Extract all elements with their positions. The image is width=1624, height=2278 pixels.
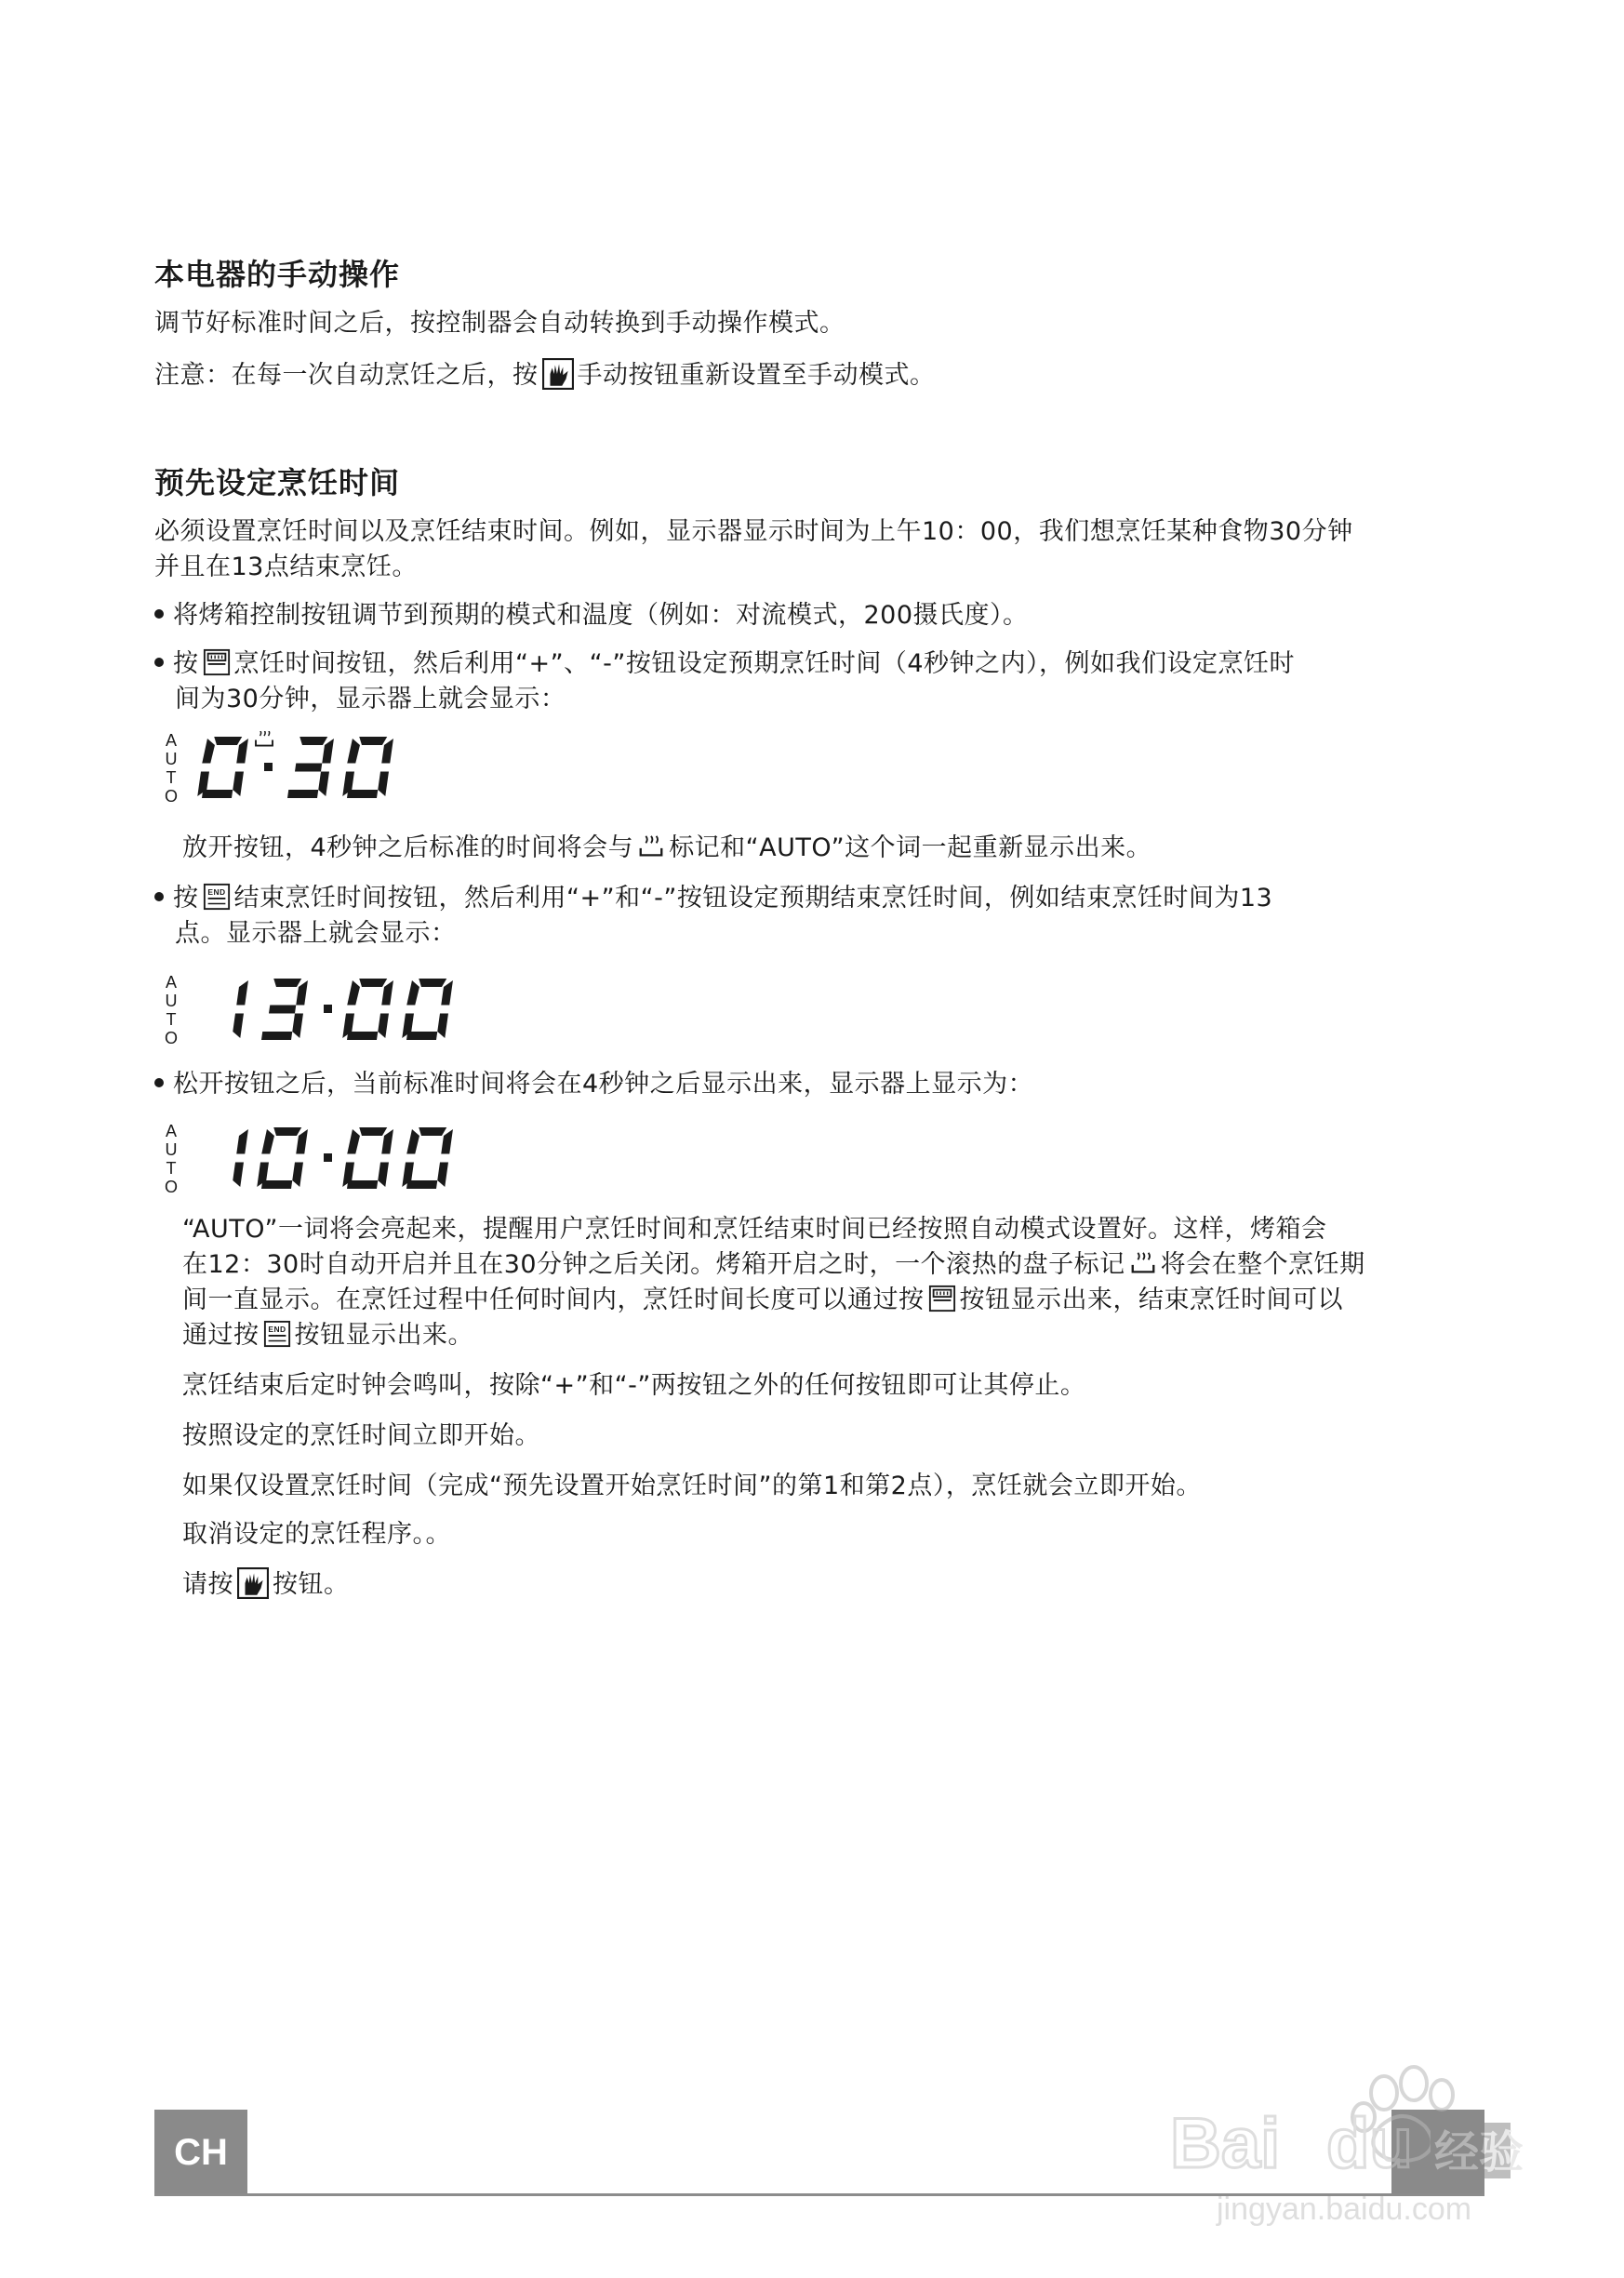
hot-plate-icon bbox=[1129, 1249, 1157, 1277]
lcd-digit bbox=[402, 1127, 453, 1189]
lcd-segment bbox=[359, 1127, 387, 1136]
auto-paragraph-line-2 bbox=[182, 1246, 1365, 1284]
lcd-segment bbox=[419, 1127, 446, 1136]
auto-paragraph-line-4 bbox=[182, 1317, 473, 1354]
lcd-segment bbox=[347, 980, 360, 1006]
lcd-digit bbox=[287, 737, 334, 798]
lcd-digit bbox=[197, 737, 248, 798]
bullet-3-line-2: 点。显示器上就会显示： bbox=[175, 919, 457, 948]
text-segment: 将会在整个烹饪期 bbox=[1160, 1250, 1365, 1279]
bullet-4 bbox=[154, 1066, 1033, 1103]
lcd-segment bbox=[233, 1163, 244, 1188]
lcd-digit bbox=[233, 980, 248, 1038]
lcd-segment bbox=[292, 1014, 303, 1039]
paragraph: 调节好标准时间之后，按控制器会自动转换到手动操作模式。 bbox=[154, 309, 845, 338]
lcd-digit bbox=[342, 1127, 393, 1189]
lcd-segment bbox=[347, 1180, 378, 1189]
start-paragraph: 按照设定的烹饪时间立即开始。 bbox=[182, 1421, 540, 1450]
bullet-icon bbox=[154, 892, 164, 901]
only-time-paragraph: 如果仅设置烹饪时间（完成“预先设置开始烹饪时间”的第1和第2点），烹饪就会立即开始。 bbox=[182, 1472, 1202, 1500]
end-icon bbox=[263, 1320, 291, 1348]
auto-letter: T bbox=[166, 1159, 177, 1178]
lcd-segment bbox=[273, 1127, 301, 1136]
lcd-segment bbox=[261, 1032, 292, 1040]
lcd-segment bbox=[419, 979, 446, 987]
lcd-segment bbox=[378, 1163, 389, 1188]
intro-line-1: 必须设置烹饪时间以及烹饪结束时间。例如，显示器显示时间为上午10：00，我们想烹饪某种食物30分钟 bbox=[154, 517, 1353, 546]
auto-letter: A bbox=[165, 731, 177, 750]
lcd-display-3 bbox=[160, 1122, 495, 1196]
lcd-segment bbox=[406, 1032, 437, 1040]
lcd-segment bbox=[287, 790, 318, 798]
lcd-segment bbox=[406, 1129, 419, 1154]
bullet-icon bbox=[154, 658, 164, 667]
lcd-segment bbox=[233, 772, 244, 797]
text-segment: 请按 bbox=[182, 1570, 233, 1599]
lcd-display-1 bbox=[160, 731, 476, 806]
lcd-segment bbox=[202, 790, 233, 798]
lcd-segment bbox=[437, 1163, 448, 1188]
lcd-digits bbox=[197, 1122, 495, 1196]
cook-time-icon bbox=[928, 1285, 956, 1312]
lcd-segment bbox=[295, 764, 322, 772]
lcd-segment bbox=[214, 737, 242, 745]
lcd-segment bbox=[292, 1163, 303, 1188]
auto-letter: O bbox=[164, 1178, 178, 1196]
after-release-text bbox=[182, 830, 1151, 867]
text-segment: 放开按钮，4秒钟之后标准的时间将会与 bbox=[182, 833, 634, 862]
lcd-segment bbox=[359, 979, 387, 987]
bullet-3 bbox=[154, 880, 1272, 917]
auto-indicator bbox=[160, 973, 182, 1047]
hot-plate-icon bbox=[256, 731, 273, 746]
language-tab: CH bbox=[154, 2110, 247, 2195]
lcd-digit bbox=[342, 979, 393, 1040]
lcd-segment bbox=[273, 979, 301, 987]
text-segment: 结束烹饪时间按钮，然后利用“+”和“-”按钮设定预期结束烹饪时间，例如结束烹饪时间为13 bbox=[233, 884, 1273, 913]
text-segment: 按钮。 bbox=[273, 1570, 350, 1599]
text-segment: 松开按钮之后，当前标准时间将会在4秒钟之后显示出来，显示器上显示为： bbox=[173, 1070, 1034, 1099]
lcd-segment bbox=[236, 980, 248, 1006]
lcd-segment bbox=[318, 772, 329, 797]
text-segment: 在12：30时自动开启并且在30分钟之后关闭。烤箱开启之时，一个滚热的盘子标记 bbox=[182, 1250, 1125, 1279]
section-heading-manual: 本电器的手动操作 bbox=[154, 257, 401, 292]
section-heading-preset: 预先设定烹饪时间 bbox=[154, 465, 401, 500]
lcd-digits bbox=[197, 973, 495, 1047]
lcd-digit bbox=[402, 979, 453, 1040]
text-segment: 通过按 bbox=[182, 1321, 260, 1350]
bullet-1 bbox=[154, 597, 1029, 634]
lcd-segment bbox=[347, 739, 360, 764]
svg-text:经验: 经验 bbox=[1434, 2126, 1524, 2178]
auto-letter: O bbox=[164, 787, 178, 806]
auto-letter: U bbox=[165, 992, 178, 1010]
lcd-segment bbox=[437, 1014, 448, 1039]
auto-letter: T bbox=[166, 768, 177, 787]
auto-letter: A bbox=[165, 973, 177, 992]
text-segment: 按钮显示出来。 bbox=[294, 1321, 473, 1350]
lcd-digit bbox=[233, 1129, 248, 1187]
end-icon bbox=[203, 883, 231, 911]
lcd-segment bbox=[359, 737, 387, 745]
lcd-segment bbox=[347, 790, 378, 798]
lcd-colon bbox=[324, 1005, 332, 1013]
bullet-icon bbox=[154, 609, 164, 619]
auto-letter: A bbox=[165, 1122, 177, 1140]
lcd-segment bbox=[378, 1014, 389, 1039]
press-paragraph bbox=[182, 1566, 350, 1604]
hand-icon bbox=[542, 358, 574, 390]
text-segment: 按 bbox=[173, 649, 199, 678]
baidu-watermark-logo bbox=[1161, 2037, 1551, 2232]
lcd-segment bbox=[406, 980, 419, 1006]
lcd-segment bbox=[236, 1129, 248, 1154]
auto-paragraph-line-1: “AUTO”一词将会亮起来，提醒用户烹饪时间和烹饪结束时间已经按照自动模式设置好。这样，烤箱会 bbox=[182, 1215, 1327, 1244]
auto-indicator bbox=[160, 731, 182, 806]
lcd-segment bbox=[347, 1032, 378, 1040]
lcd-segment bbox=[347, 1129, 360, 1154]
lcd-digits bbox=[197, 731, 476, 806]
lcd-segment bbox=[202, 739, 215, 764]
beep-paragraph: 烹饪结束后定时钟会鸣叫，按除“+”和“-”两按钮之外的任何按钮即可让其停止。 bbox=[182, 1371, 1086, 1400]
auto-paragraph-line-3 bbox=[182, 1282, 1343, 1319]
auto-indicator bbox=[160, 1122, 182, 1196]
text-segment: 间一直显示。在烹饪过程中任何时间内，烹饪时间长度可以通过按 bbox=[182, 1286, 925, 1314]
intro-line-2: 并且在13点结束烹饪。 bbox=[154, 553, 418, 581]
svg-text:Bai: Bai bbox=[1170, 2104, 1281, 2183]
cancel-paragraph: 取消设定的烹饪程序。。 bbox=[182, 1520, 451, 1549]
note-paragraph bbox=[154, 357, 936, 394]
lcd-segment bbox=[233, 1014, 244, 1039]
lcd-digit bbox=[261, 979, 308, 1040]
lcd-digit bbox=[257, 1127, 308, 1189]
lcd-segment bbox=[300, 737, 327, 745]
auto-letter: T bbox=[166, 1010, 177, 1029]
lcd-colon bbox=[324, 1153, 332, 1162]
hand-icon bbox=[237, 1567, 269, 1599]
lcd-segment bbox=[269, 1006, 296, 1014]
text-segment: 注意：在每一次自动烹饪之后，按 bbox=[154, 361, 539, 390]
auto-letter: O bbox=[164, 1029, 178, 1047]
bullet-2 bbox=[154, 646, 1295, 683]
svg-text:jingyan.baidu.com: jingyan.baidu.com bbox=[1217, 2191, 1472, 2227]
hot-plate-icon bbox=[637, 833, 665, 860]
text-segment: 按 bbox=[173, 884, 199, 913]
text-segment: 标记和“AUTO”这个词一起重新显示出来。 bbox=[669, 833, 1152, 862]
lcd-digit bbox=[342, 737, 393, 798]
svg-text:du: du bbox=[1326, 2104, 1413, 2183]
lcd-segment bbox=[261, 1180, 292, 1189]
text-segment: 按钮显示出来，结束烹饪时间可以 bbox=[959, 1286, 1343, 1314]
text-segment: 手动按钮重新设置至手动模式。 bbox=[577, 361, 936, 390]
lcd-segment bbox=[378, 772, 389, 797]
lcd-display-2 bbox=[160, 973, 495, 1047]
bullet-icon bbox=[154, 1078, 164, 1087]
cook-time-icon bbox=[203, 648, 231, 676]
auto-letter: U bbox=[165, 750, 178, 768]
auto-letter: U bbox=[165, 1140, 178, 1159]
text-segment: 烹饪时间按钮，然后利用“+”、“-”按钮设定预期烹饪时间（4秒钟之内），例如我们设定烹饪时 bbox=[233, 649, 1295, 678]
bullet-2-line-2: 间为30分钟，显示器上就会显示： bbox=[175, 685, 566, 713]
lcd-segment bbox=[406, 1180, 437, 1189]
lcd-segment bbox=[261, 1129, 274, 1154]
text-segment: 将烤箱控制按钮调节到预期的模式和温度（例如：对流模式，200摄氏度）。 bbox=[173, 601, 1029, 630]
lcd-colon bbox=[264, 763, 273, 771]
